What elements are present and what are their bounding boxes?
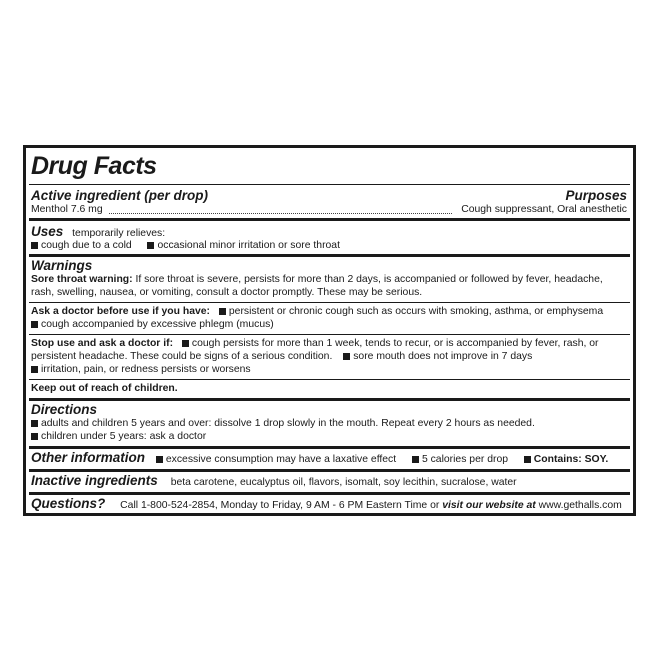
divider [29,379,630,380]
bullet-icon [31,433,38,440]
bullet-icon [524,456,531,463]
inactive-ingredients-text: beta carotene, eucalyptus oil, flavors, isomalt, soy lecithin, sucralose, water [170,477,517,488]
bullet-icon [182,340,189,347]
section-divider [29,469,630,472]
directions-item [31,431,206,444]
questions-heading: Questions? [31,496,106,511]
purpose-value: Cough suppressant, Oral anesthetic [461,204,627,215]
warnings-heading: Warnings [31,258,93,273]
divider [29,302,630,303]
directions-heading: Directions [31,402,98,417]
section-divider [29,446,630,449]
bullet-icon [412,456,419,463]
other-information-row [31,450,608,468]
uses-list [31,240,340,253]
dotted-leader [109,213,452,214]
stop-use-line-2 [31,351,532,364]
bullet-icon [147,242,154,249]
questions-row [31,496,622,514]
directions-text: adults and children 5 years and over: dissolve 1 drop slowly in the mouth. Repeat every 2 hours as needed. [41,418,535,429]
divider [29,334,630,335]
questions-call: Call 1-800-524-2854, Monday to Friday, 9 AM - 6 PM Eastern Time or [120,500,440,511]
bullet-icon [219,308,226,315]
ask-doctor-item: cough accompanied by excessive phlegm (mucus) [41,319,274,330]
questions-visit: visit our website at [442,500,536,511]
ask-doctor-label: Ask a doctor before use if you have: [31,306,210,317]
divider [29,184,630,185]
active-ingredient-heading: Active ingredient (per drop) [31,188,209,203]
bullet-icon [343,353,350,360]
stop-use-line-1 [31,338,599,351]
stop-use-text: cough persists for more than 1 week, tends to recur, or is accompanied by fever, rash, or [191,338,599,349]
purposes-heading: Purposes [565,188,627,203]
sore-throat-line-1 [31,274,603,287]
sore-throat-line-2: rash, swelling, nausea, or vomiting, consult a doctor promptly. These may be serious. [31,287,423,298]
sore-throat-label: Sore throat warning: [31,274,133,285]
drug-facts-panel [23,145,636,516]
stop-use-label: Stop use and ask a doctor if: [31,338,174,349]
stop-use-line-3 [31,364,251,377]
inactive-ingredients-row [31,473,517,491]
sore-throat-text: If sore throat is severe, persists for more than 2 days, is accompanied or followed by fever, headache, [135,274,603,285]
active-ingredient-value: Menthol 7.6 mg [31,204,103,215]
section-divider [29,254,630,257]
other-item: 5 calories per drop [421,454,508,465]
section-divider [29,492,630,495]
bullet-icon [156,456,163,463]
keep-out-of-reach: Keep out of reach of children. [31,383,178,394]
section-divider [29,218,630,221]
bullet-icon [31,242,38,249]
uses-heading: Uses [31,224,64,239]
stop-use-text: persistent headache. These could be signs of a serious condition. [31,351,333,362]
uses-item: occasional minor irritation or sore throat [157,240,340,251]
stop-use-item: sore mouth does not improve in 7 days [353,351,533,362]
contains-soy: Contains: SOY. [533,454,609,465]
stop-use-item: irritation, pain, or redness persists or worsens [41,364,251,375]
inactive-ingredients-heading: Inactive ingredients [31,473,158,488]
bullet-icon [31,366,38,373]
drug-facts-title: Drug Facts [31,152,157,180]
bullet-icon [31,321,38,328]
other-item: excessive consumption may have a laxative effect [165,454,397,465]
bullet-icon [31,420,38,427]
directions-item [31,418,535,431]
ask-doctor-item: persistent or chronic cough such as occurs with smoking, asthma, or emphysema [228,306,604,317]
ask-doctor-line-1 [31,306,603,319]
other-information-heading: Other information [31,450,145,465]
ask-doctor-line-2 [31,319,274,332]
website-link[interactable]: www.gethalls.com [538,500,622,511]
directions-text: children under 5 years: ask a doctor [41,431,207,442]
uses-item: cough due to a cold [41,240,132,251]
section-divider [29,398,630,401]
uses-intro: temporarily relieves: [72,228,166,239]
